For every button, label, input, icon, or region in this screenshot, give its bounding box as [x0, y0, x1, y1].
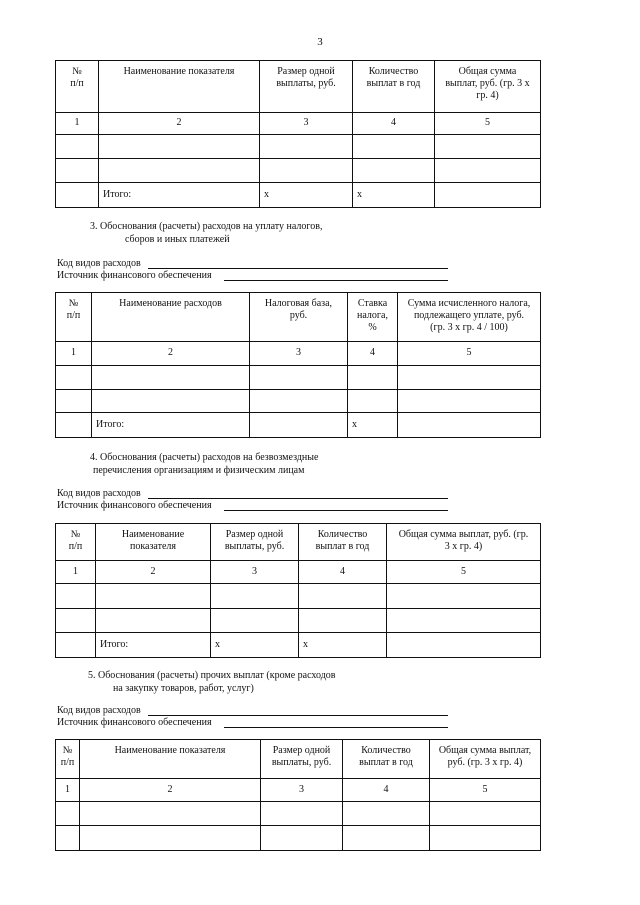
header-cell: Количество выплат в год [343, 740, 430, 779]
total-label: Итого: [92, 413, 250, 438]
section-4-title: 4. Обоснования (расчеты) расходов на безвозмездные перечисления организациям и физическим лицам [90, 452, 319, 476]
table-row [56, 826, 541, 851]
total-label: Итого: [99, 183, 260, 208]
header-cell: № п/п [56, 740, 80, 779]
header-cell: Размер одной выплаты, руб. [260, 61, 353, 113]
total-row [56, 633, 541, 658]
expense-code-label: Код видов расходов [57, 488, 141, 499]
column-number: 1 [56, 342, 92, 366]
expense-code-field[interactable] [148, 498, 448, 499]
column-number: 4 [299, 561, 387, 584]
column-number-row [56, 779, 541, 802]
table-row [56, 390, 541, 413]
table-transfers [55, 523, 541, 658]
header-cell: Количество выплат в год [299, 524, 387, 561]
total-label: Итого: [96, 633, 211, 658]
expense-code-field[interactable] [148, 268, 448, 269]
total-cell: х [260, 183, 353, 208]
expense-code-label: Код видов расходов [57, 705, 141, 716]
funding-source-label: Источник финансового обеспечения [57, 717, 212, 728]
total-row [56, 413, 541, 438]
section-3-title: 3. Обоснования (расчеты) расходов на уплату налогов, сборов и иных платежей [90, 221, 323, 245]
total-cell: х [353, 183, 435, 208]
table-row [56, 584, 541, 609]
column-number: 3 [211, 561, 299, 584]
column-number: 2 [92, 342, 250, 366]
column-number-row [56, 561, 541, 584]
column-number: 1 [56, 113, 99, 135]
page-number: 3 [317, 36, 323, 48]
header-cell: Наименование показателя [99, 61, 260, 113]
column-number-row [56, 113, 541, 135]
expense-code-label: Код видов расходов [57, 258, 141, 269]
header-cell: Наименование показателя [80, 740, 261, 779]
header-cell: Налоговая база, руб. [250, 293, 348, 342]
table-row [56, 609, 541, 633]
section-5-title: 5. Обоснования (расчеты) прочих выплат (кроме расходов на закупку товаров, работ, услуг) [88, 670, 336, 694]
header-cell: Размер одной выплаты, руб. [261, 740, 343, 779]
funding-source-field[interactable] [224, 280, 448, 281]
header-cell: № п/п [56, 61, 99, 113]
total-row [56, 183, 541, 208]
header-cell: Наименование показателя [96, 524, 211, 561]
funding-source-label: Источник финансового обеспечения [57, 270, 212, 281]
column-number: 5 [398, 342, 541, 366]
header-cell: № п/п [56, 524, 96, 561]
expense-code-field[interactable] [148, 715, 448, 716]
header-cell: Общая сумма выплат, руб. (гр. 3 х гр. 4) [430, 740, 541, 779]
column-number: 2 [80, 779, 261, 802]
header-cell: Наименование расходов [92, 293, 250, 342]
header-cell: Общая сумма выплат, руб. (гр. 3 х гр. 4) [387, 524, 541, 561]
table-other-payments [55, 739, 541, 851]
column-number: 2 [99, 113, 260, 135]
header-cell: Размер одной выплаты, руб. [211, 524, 299, 561]
table-row [56, 802, 541, 826]
column-number: 3 [261, 779, 343, 802]
funding-source-field[interactable] [224, 510, 448, 511]
funding-source-field[interactable] [224, 727, 448, 728]
table-taxes [55, 292, 541, 438]
total-cell: х [211, 633, 299, 658]
total-cell: х [299, 633, 387, 658]
column-number: 1 [56, 561, 96, 584]
funding-source-label: Источник финансового обеспечения [57, 500, 212, 511]
header-cell: Количество выплат в год [353, 61, 435, 113]
header-cell: № п/п [56, 293, 92, 342]
column-number: 5 [435, 113, 541, 135]
table-row [56, 366, 541, 390]
table-payments-1 [55, 60, 541, 208]
table-row [56, 135, 541, 159]
column-number: 5 [387, 561, 541, 584]
header-cell: Общая сумма выплат, руб. (гр. 3 х гр. 4) [435, 61, 541, 113]
total-cell: х [348, 413, 398, 438]
column-number: 4 [353, 113, 435, 135]
column-number: 4 [343, 779, 430, 802]
header-cell: Сумма исчисленного налога, подлежащего уплате, руб. (гр. 3 х гр. 4 / 100) [398, 293, 541, 342]
header-cell: Ставка налога, % [348, 293, 398, 342]
column-number: 3 [260, 113, 353, 135]
column-number: 2 [96, 561, 211, 584]
column-number: 3 [250, 342, 348, 366]
column-number: 4 [348, 342, 398, 366]
column-number: 1 [56, 779, 80, 802]
table-row [56, 159, 541, 183]
column-number-row [56, 342, 541, 366]
column-number: 5 [430, 779, 541, 802]
